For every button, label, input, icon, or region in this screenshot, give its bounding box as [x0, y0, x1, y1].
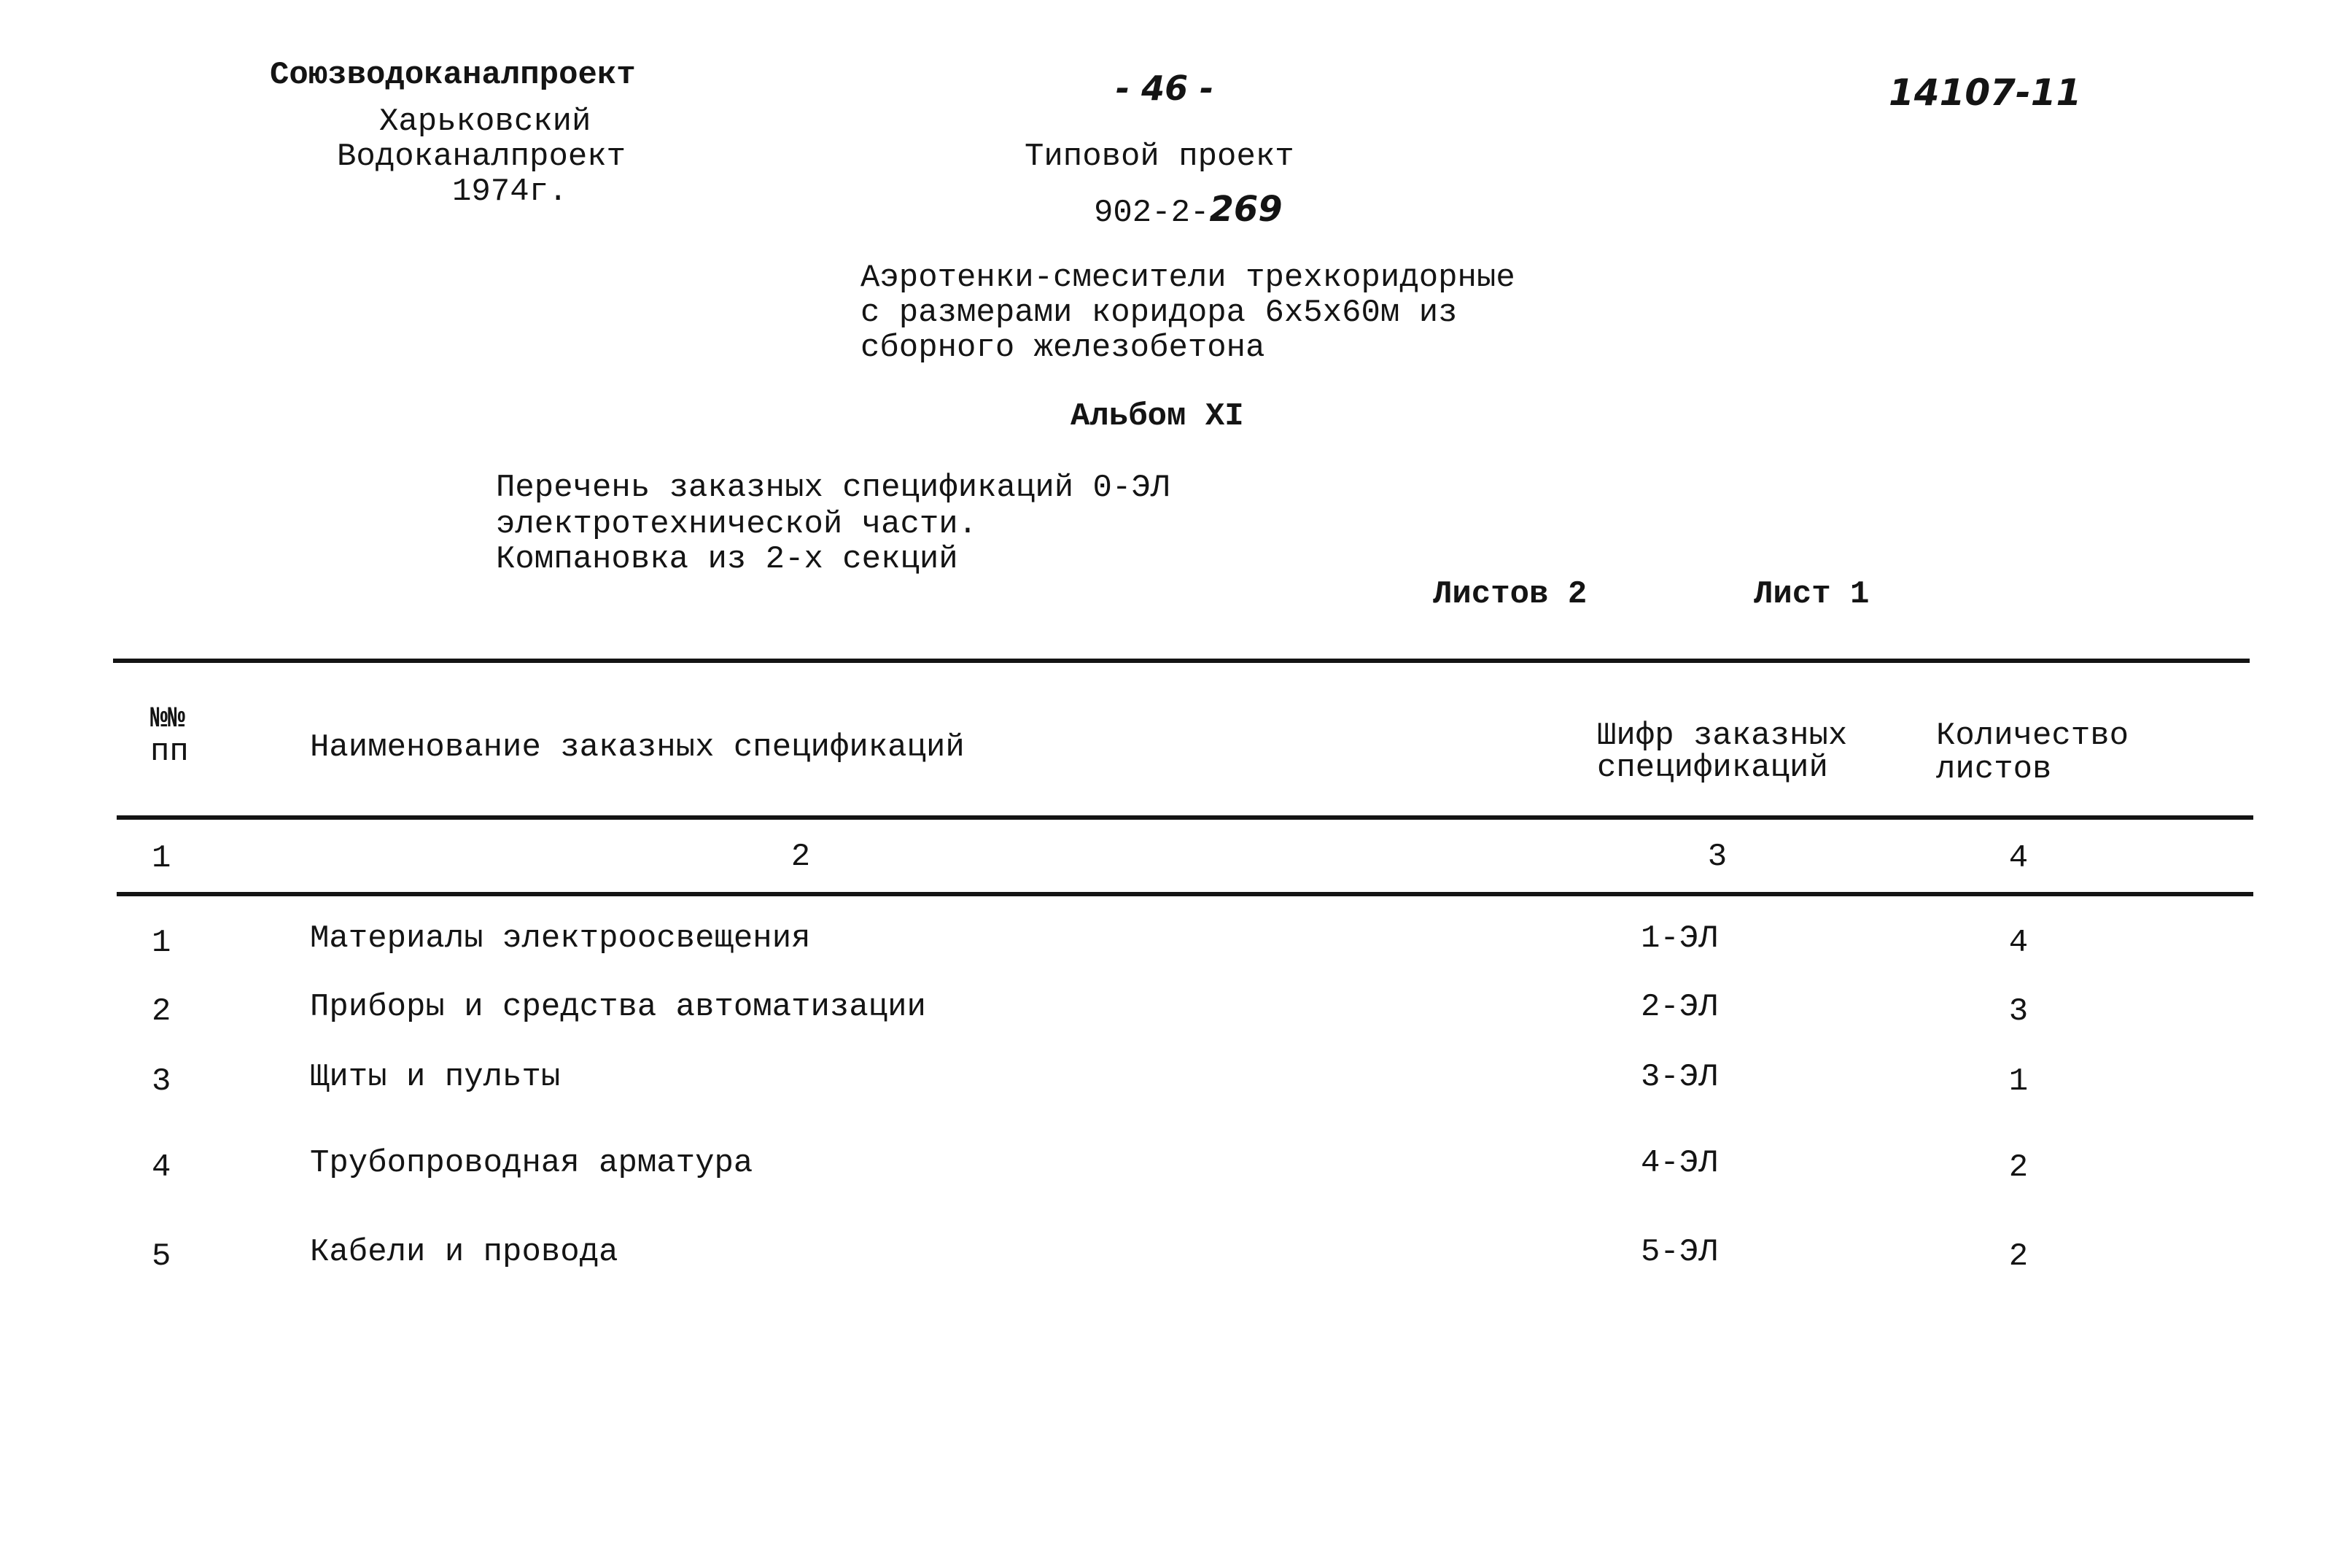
row-sheets: 3 [2008, 993, 2029, 1030]
column-number: 2 [790, 839, 811, 875]
row-name: Материалы электроосвещения [310, 920, 811, 957]
header-name: Наименование заказных спецификаций [310, 729, 965, 766]
header-code-line-2: спецификаций [1597, 750, 1828, 786]
row-name: Кабели и провода [310, 1234, 618, 1270]
table-column-number-rule [117, 892, 2253, 896]
row-sheets: 4 [2008, 925, 2029, 961]
row-name: Щиты и пульты [310, 1059, 561, 1095]
document-title-line-2: электротехнической части. [496, 506, 978, 543]
organization-branch-name: Водоканалпроект [337, 139, 626, 175]
row-name: Трубопроводная арматура [310, 1145, 753, 1181]
table-header-rule [117, 815, 2253, 820]
project-title-line-3: сборного железобетона [860, 330, 1265, 366]
organization-name: Союзводоканалпроект [270, 57, 636, 93]
row-code: 3-ЭЛ [1641, 1059, 1718, 1095]
header-code-line-1: Шифр заказных [1597, 718, 1848, 754]
column-number: 4 [2008, 840, 2029, 877]
header-num-line-2: пп [150, 734, 189, 770]
project-code-printed: 902-2- [1094, 195, 1210, 231]
header-count-line-1: Количество [1936, 718, 2129, 754]
album-label: Альбом XI [1071, 398, 1244, 435]
row-code: 5-ЭЛ [1641, 1234, 1718, 1270]
row-code: 1-ЭЛ [1641, 920, 1718, 957]
row-number: 2 [152, 993, 171, 1030]
sheet-current: Лист 1 [1754, 576, 1870, 613]
row-code: 4-ЭЛ [1641, 1145, 1718, 1181]
row-number: 3 [152, 1063, 171, 1100]
row-name: Приборы и средства автоматизации [310, 989, 926, 1025]
project-code-handwritten: 269 [1209, 189, 1283, 230]
header-num-line-1: №№ [150, 703, 186, 736]
project-title-line-2: с размерами коридора 6х5х60м из [860, 295, 1458, 331]
project-title-line-1: Аэротенки-смесители трехкоридорные [860, 260, 1515, 296]
organization-branch: Харьковский [379, 104, 591, 140]
document-title-line-1: Перечень заказных спецификаций 0-ЭЛ [496, 470, 1170, 506]
row-number: 1 [152, 925, 171, 961]
header-count-line-2: листов [1936, 751, 2052, 788]
page-number: - 46 - [1116, 69, 1214, 108]
row-sheets: 1 [2008, 1063, 2029, 1100]
document-title-line-3: Компановка из 2-х секций [496, 541, 958, 578]
row-code: 2-ЭЛ [1641, 989, 1718, 1025]
table-top-rule [113, 659, 2250, 663]
project-code [1094, 191, 1283, 231]
project-type: Типовой проект [1025, 139, 1294, 175]
row-sheets: 2 [2008, 1238, 2029, 1275]
sheets-total: Листов 2 [1433, 576, 1588, 613]
organization-year: 1974г. [452, 174, 568, 210]
archive-number: 14107-11 [1889, 71, 2082, 114]
row-sheets: 2 [2008, 1149, 2029, 1186]
row-number: 4 [152, 1149, 171, 1186]
column-number: 1 [152, 840, 171, 877]
row-number: 5 [152, 1238, 171, 1275]
column-number: 3 [1707, 839, 1728, 875]
